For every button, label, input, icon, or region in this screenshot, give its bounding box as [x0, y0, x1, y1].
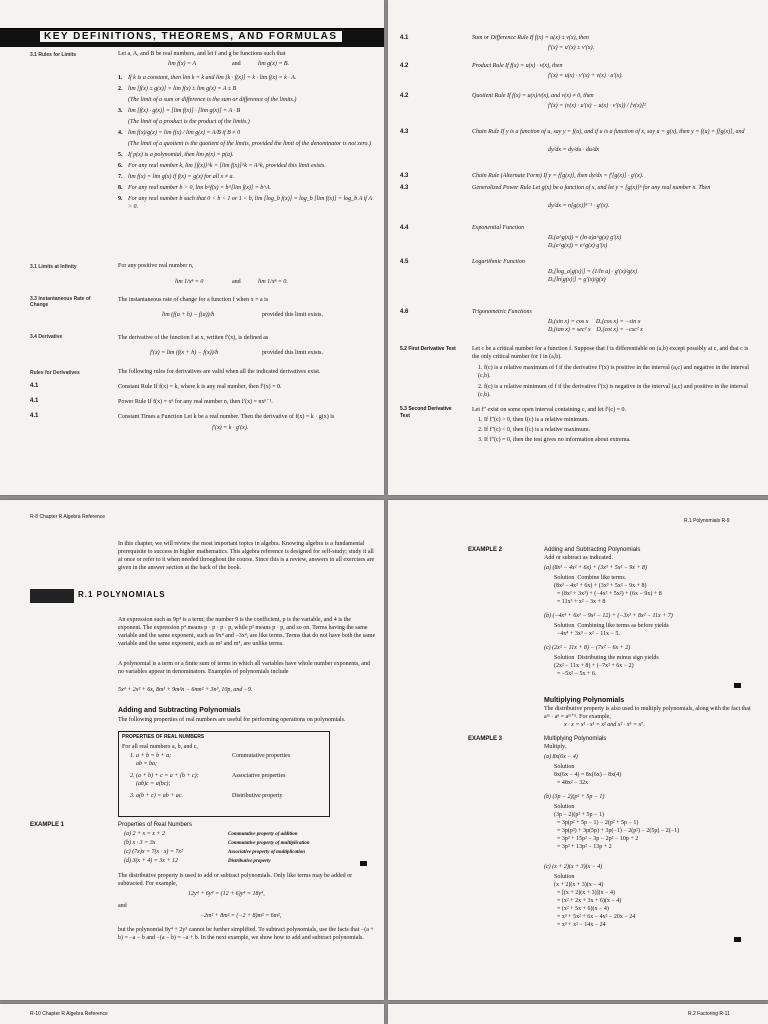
rule-equation: dy/dx = dy/du · du/dx [548, 147, 600, 153]
subtract-text: but the polynomial 8y⁴ + 2y³ cannot be further simplified. To subtract polynomials, use the facts that −(a + b) = −a − b and −(a − b) = −a + b. In the next example, we show how to add and subtract polynomials. [118, 927, 374, 941]
derivative-eq: f′(x) = lim (f(x + h) − f(x))/h [150, 350, 219, 356]
multiply-text: The distributive property is also used to multiply polynomials, along with the fact that aᵐ · aⁿ = aᵐ⁺ⁿ. For example, [544, 706, 751, 720]
rule-number: 4.6 [400, 309, 409, 315]
rule-text: Quotient Rule If f(x) = u(x)/v(x), and v(x) ≠ 0, then [472, 93, 594, 99]
rule-text: Sum or Difference Rule If f(x) = u(x) ± v(x), then [472, 35, 589, 41]
page-title: KEY DEFINITIONS, THEOREMS, AND FORMULAS [40, 31, 342, 42]
constant-rule: Constant Rule If f(x) = k, where k is any real number, then f′(x) = 0. [118, 384, 282, 390]
limit-rule [118, 184, 376, 192]
example-part-a: (a) 8x(6x − 4) [544, 754, 578, 760]
polynomial-examples: 5x⁴ + 2x² + 6x, 8m³ + 9m²n − 6mn² + 3n³, 10p, and −9. [118, 687, 253, 693]
first-derivative-item: 2. f(c) is a relative minimum of f if the derivative f′(x) is negative in the interval (a,c) and positive in the interval (c,b). [478, 384, 748, 398]
distributive-text: The distributive property is used to add or subtract polynomials. Only like terms may be added or subtracted. For example, [118, 873, 353, 887]
running-head: R.2 Factoring R-11 [688, 1011, 730, 1017]
example-equation: (b) x · 3 = 3x [124, 840, 156, 846]
rule-number: 4.1 [400, 35, 409, 41]
example-equation: (c) (7x)x = 7(x · x) = 7x² [124, 849, 183, 855]
second-derivative-item: 2. If f″(c) < 0, then f(c) is a relative maximum. [478, 427, 591, 433]
rule-text: lim f(x)/g(x) = lim f(x) / lim g(x) = A/B if B ≠ 0 [128, 130, 241, 136]
next-page-strip-right [388, 1004, 768, 1024]
second-derivative-item: 1. If f″(c) > 0, then f(c) is a relative minimum. [478, 417, 590, 423]
rule-number: 5. [118, 152, 123, 158]
rule-text: Generalized Power Rule Let g(x) be a function of x, and let y = [g(x)]ⁿ for any real number n. Then [472, 185, 711, 191]
rule-number: 4.1 [30, 383, 39, 389]
property-name: Associative properties [232, 773, 286, 779]
example-title: Adding and Subtracting Polynomials [544, 547, 641, 553]
rule-text: Chain Rule (Alternate Form) If y = f[g(x)], then dy/dx = f′[g(x)] · g′(x). [472, 173, 644, 179]
rate-tail: provided this limit exists. [262, 312, 323, 318]
rule-number: 4.1 [30, 398, 39, 404]
section-label-5-2: 5.2 First Derivative Test [400, 346, 456, 352]
derivative-tail: provided this limit exists. [262, 350, 323, 356]
given-limit-2: lim g(x) = B. [258, 61, 290, 67]
property-equation: 3. a(b + c) = ab + ac. [130, 793, 183, 799]
rule-number [118, 140, 128, 148]
section-label-limits-infinity: 3.1 Limits at Infinity [30, 264, 77, 270]
example-label: EXAMPLE 1 [30, 822, 65, 828]
rule-number: 4.5 [400, 259, 409, 265]
rule-text: For any real number k, lim [f(x)]^k = [lim f(x)]^k = A^k, provided this limit exists. [128, 163, 326, 169]
limit-rule [118, 129, 376, 137]
first-derivative-items [478, 364, 756, 402]
property-name: Distributive property [232, 793, 283, 799]
limit-rule [118, 74, 376, 82]
distributive-eq-1: 12y⁴ + 6y⁴ = (12 + 6)y⁴ = 18y⁴, [188, 891, 265, 897]
rule-number: 4.3 [400, 173, 409, 179]
given-limit-1: lim f(x) = A [168, 61, 197, 67]
distributive-eq-2: −2m² + 8m² = (−2 + 8)m² = 6m², [200, 913, 282, 919]
chapter-intro: In this chapter, we will review the most important topics in algebra. Knowing algebra is a fundamental prerequisite to success in higher mathematics. This algebra reference is designed for self-study; study it all at once or refer to it when needed throughout the course. Since this is a review, answers to all exercises are given in the answer section at the back of the book. [118, 541, 375, 571]
infinity-eq-1: lim 1/xⁿ = 0 [175, 279, 204, 285]
rule-number: 9. [118, 196, 123, 202]
limit-rule [118, 151, 376, 159]
second-derivative-items [478, 416, 756, 446]
constant-times-rule: Constant Times a Function Let k be a real number. Then the derivative of f(x) = k · g(x) is [118, 414, 335, 420]
distributive-and: and [118, 903, 127, 909]
rule-text: lim f(x) = lim g(x) if f(x) = g(x) for all x ≠ a. [128, 174, 235, 180]
rate-text: The instantaneous rate of change for a function f when x = a is [118, 297, 269, 303]
rule-number [118, 96, 128, 104]
limit-rule [118, 118, 376, 126]
page-formulas-left [0, 0, 384, 495]
section-ribbon [30, 589, 74, 603]
example-label: EXAMPLE 2 [468, 547, 503, 553]
polynomial-paragraph: A polynomial is a term or a finite sum of terms in which all variables have whole number exponents, and no variables appear in denominators. Examples of polynomials include [118, 661, 370, 675]
addsub-text: The following properties of real numbers are useful for performing operations on polynomials. [118, 717, 346, 723]
rule-text: lim [f(x) · g(x)] = [lim f(x)] · [lim g(x)] = A · B [128, 108, 241, 114]
end-of-example-mark [734, 937, 741, 942]
constant-times-eq: f′(x) = k · g′(x). [212, 425, 249, 431]
example-part-b: (b) (−4x⁴ + 6x³ − 9x² − 12) + (−3x³ + 8x² − 11x + 7) [544, 613, 673, 619]
section-label-rate-of-change: 3.3 Instantaneous Rate of Change [30, 296, 91, 308]
example-equation: (a) 2 + x = x + 2 [124, 831, 165, 837]
box-title: PROPERTIES OF REAL NUMBERS [122, 734, 205, 740]
rule-text: For any real number b > 0, lim b^f(x) = b^[lim f(x)] = b^A. [128, 185, 271, 191]
example-equation: (d) 3(x + 4) = 3x + 12 [124, 858, 178, 864]
rule-text: (The limit of a quotient is the quotient of the limits, provided the limit of the denominator is not zero.) [128, 141, 372, 147]
next-page-strip-left [0, 1004, 384, 1024]
second-derivative-item: 3. If f″(c) = 0, then the test gives no information about extrema. [478, 437, 631, 443]
rule-text: If k is a constant, then lim k = k and lim [k · f(x)] = k · lim f(x) = k · A. [128, 75, 297, 81]
rule-number: 3. [118, 108, 123, 114]
limit-rule [118, 140, 376, 148]
rule-equation: Dₓ(a^g(x)) = (ln a)a^g(x) g′(x) Dₓ(e^g(x)) = e^g(x) g′(x) [548, 235, 622, 249]
rule-number: 4.4 [400, 225, 409, 231]
rule-text: Chain Rule If y is a function of u, say y = f(u), and if u is a function of x, say u = g(x), then y = f(u) = f[g(x)], and [472, 129, 745, 135]
rule-text: Logarithmic Function [472, 259, 525, 265]
rule-text: lim [f(x) ± g(x)] = lim f(x) ± lim g(x) = A ± B [128, 86, 237, 92]
rule-text: Exponential Function [472, 225, 525, 231]
rule-equation: Dₓ(sin x) = cos x Dₓ(cos x) = −sin x Dₓ(tan x) = sec² x Dₓ(cot x) = −csc² x [548, 319, 643, 333]
rule-text: If p(x) is a polynomial, then lim p(x) = p(a). [128, 152, 234, 158]
given-and: and [232, 61, 241, 67]
rule-number: 4.2 [400, 93, 409, 99]
section-intro: Let a, A, and B be real numbers, and let f and g be functions such that [118, 51, 286, 57]
limit-rule [118, 85, 376, 93]
example-title: Multiplying Polynomials [544, 736, 607, 742]
box-intro: For all real numbers a, b, and c, [122, 744, 198, 750]
limit-rule [118, 173, 376, 181]
section-label-5-3: 5.3 Second Derivative Test [400, 406, 452, 419]
property-equation: 2. (a + b) + c = a + (b + c); (ab)c = a(bc); [130, 773, 199, 787]
limit-rule [118, 96, 376, 104]
example-part-c-solution: Solution (x + 2)(x + 3)(x − 4) = [(x + 2)(x + 3)](x − 4) = (x² + 2x + 3x + 6)(x − 4) = (x² + 5x + 6)(x − 4) = x³ + 5x² + 6x − 4x² − 20x − 24 = x³ + x² − 14x − 24 [554, 874, 636, 928]
rule-text: For any real number b such that 0 < b < 1 or 1 < b, lim [log_b f(x)] = log_b [lim f(x)] = log_b A if A > 0. [128, 196, 372, 210]
rate-eq: lim (f(a + h) − f(a))/h [162, 312, 215, 318]
first-derivative-item: 1. f(c) is a relative maximum of f if the derivative f′(x) is positive in the interval (a,c) and negative in the interval (c,b). [478, 365, 749, 379]
end-of-example-mark [734, 683, 741, 688]
rule-text: Product Rule If f(x) = u(x) · v(x), then [472, 63, 563, 69]
section-label-rules-derivatives: Rules for Derivatives [30, 370, 80, 376]
example-title: Properties of Real Numbers [118, 822, 193, 828]
rule-equation: dy/dx = n[g(x)]ⁿ⁻¹ · g′(x). [548, 203, 610, 209]
example-note: Commutative property of addition [228, 832, 298, 837]
first-derivative-text: Let c be a critical number for a function f. Suppose that f is differentiable on (a,b) except possibly at c, and that c is the only critical number for f in (a,b). [472, 346, 749, 360]
infinity-eq-2: lim 1/xⁿ = 0. [258, 279, 288, 285]
section-label-3-1: 3.1 Rules for Limits [30, 52, 77, 58]
example-label: EXAMPLE 3 [468, 736, 503, 742]
multiply-eq: x · x = x¹ · x¹ = x² and x² · x⁵ = x⁷. [564, 722, 645, 728]
example-note: Commutative property of multiplication [228, 841, 310, 846]
example-part-b-solution: Solution Combining like terms as before yields −4x⁴ + 3x³ − x² − 11x − 5. [554, 623, 669, 637]
example-part-b: (b) (3p − 2)(p² + 5p − 1) [544, 794, 605, 800]
section-title: R.1 POLYNOMIALS [78, 590, 166, 599]
page-algebra-left [0, 500, 384, 1000]
end-of-example-mark [360, 861, 367, 866]
rule-number: 6. [118, 163, 123, 169]
limit-rule [118, 162, 376, 170]
example-part-a: (a) (8x³ − 4x² + 6x) + (3x³ + 5x² − 9x + 8) [544, 565, 647, 571]
running-head: R-10 Chapter R Algebra Reference [30, 1011, 108, 1017]
power-rule: Power Rule If f(x) = xⁿ for any real number n, then f′(x) = nxⁿ⁻¹. [118, 399, 273, 405]
running-head: R.1 Polynomials R-9 [684, 518, 730, 524]
page-formulas-right [388, 0, 768, 495]
addsub-heading: Adding and Subtracting Polynomials [118, 707, 241, 714]
infinity-and: and [232, 279, 241, 285]
rule-text: (The limit of a product is the product of the limits.) [128, 119, 250, 125]
example-note: Distributive property [228, 859, 271, 864]
running-head: R-8 Chapter R Algebra Reference [30, 514, 106, 520]
rules-derivatives-text: The following rules for derivatives are valid when all the indicated derivatives exist. [118, 369, 321, 375]
rule-number [118, 118, 128, 126]
example-part-c: (c) (2x² − 11x + 8) − (7x² − 6x + 2) [544, 645, 631, 651]
limit-rules-list [118, 74, 376, 214]
example-part-a-solution: Solution 8x(6x − 4) = 8x(6x) − 8x(4) = 48x² − 32x [554, 764, 622, 786]
rule-number: 4.3 [400, 129, 409, 135]
rule-number: 4.3 [400, 185, 409, 191]
limit-rule [118, 107, 376, 115]
example-instructions: Add or subtract as indicated. [544, 555, 613, 561]
rule-equation: f′(x) = u′(x) ± v′(x). [548, 45, 595, 51]
page-algebra-right [388, 500, 768, 1000]
rule-number: 4.1 [30, 413, 39, 419]
terms-paragraph: An expression such as 9p⁴ is a term; the number 9 is the coefficient, p is the variable, and 4 is the exponent. The expression p⁴ means p · p · p · p, while p² means p · p, and so on. Terms having the same variable and the same exponent, such as 9x⁴ and −3x⁴, are like terms. Terms that do not have both the same variable and the same exponent, such as m² and m⁴, are unlike terms. [118, 617, 376, 647]
rule-text: Trigonometric Functions [472, 309, 532, 315]
property-equation: 1. a + b = b + a; ab = ba; [130, 753, 172, 767]
limit-rule [118, 195, 376, 211]
section-label-derivative: 3.4 Derivative [30, 334, 63, 340]
rule-number: 8. [118, 185, 123, 191]
example-note: Associative property of multiplication [228, 850, 306, 855]
example-part-a-solution: Solution Combine like terms. (8x³ − 4x² + 6x) + (3x³ + 5x² − 9x + 8) = (8x³ + 3x³) + (−4x² + 5x²) + (6x − 9x) + 8 = 11x³ + x² − 3x + 8 [554, 575, 662, 605]
example-part-b-solution: Solution (3p − 2)(p² + 5p − 1) = 3p(p² + 5p − 1) − 2(p² + 5p − 1) = 3p(p²) + 3p(5p) + 3p(−1) − 2(p²) − 2(5p) − 2(−1) = 3p³ + 15p² − 3p − 2p² − 10p + 2 = 3p³ + 13p² − 13p + 2 [554, 804, 680, 850]
derivative-text: The derivative of the function f at x, written f′(x), is defined as [118, 335, 269, 341]
rule-number: 4.2 [400, 63, 409, 69]
multiply-heading: Multiplying Polynomials [544, 697, 625, 704]
rule-equation: f′(x) = u(x) · v′(x) + v(x) · u′(x). [548, 73, 623, 79]
rule-number: 7. [118, 174, 123, 180]
example-instructions: Multiply. [544, 744, 567, 750]
rule-text: (The limit of a sum or difference is the sum or difference of the limits.) [128, 97, 297, 103]
rule-equation: Dₓ[log_a|g(x)|] = (1/ln a) · g′(x)/g(x) Dₓ[ln|g(x)|] = g′(x)/g(x) [548, 269, 638, 283]
example-part-c-solution: Solution Distributing the minus sign yields (2x² − 11x + 8) + (−7x² + 6x − 2) = −5x² − 5x + 6. [554, 655, 659, 677]
rule-number: 4. [118, 130, 123, 136]
rule-equation: f′(x) = (v(x) · u′(x) − u(x) · v′(x)) / [v(x)]² [548, 103, 646, 109]
rule-number: 1. [118, 75, 123, 81]
rule-number: 2. [118, 86, 123, 92]
second-derivative-text: Let f″ exist on some open interval containing c, and let f′(c) = 0. [472, 407, 626, 413]
example-part-c: (c) (x + 2)(x + 3)(x − 4) [544, 864, 603, 870]
infinity-text: For any positive real number n, [118, 263, 194, 269]
property-name: Commutative properties [232, 753, 291, 759]
